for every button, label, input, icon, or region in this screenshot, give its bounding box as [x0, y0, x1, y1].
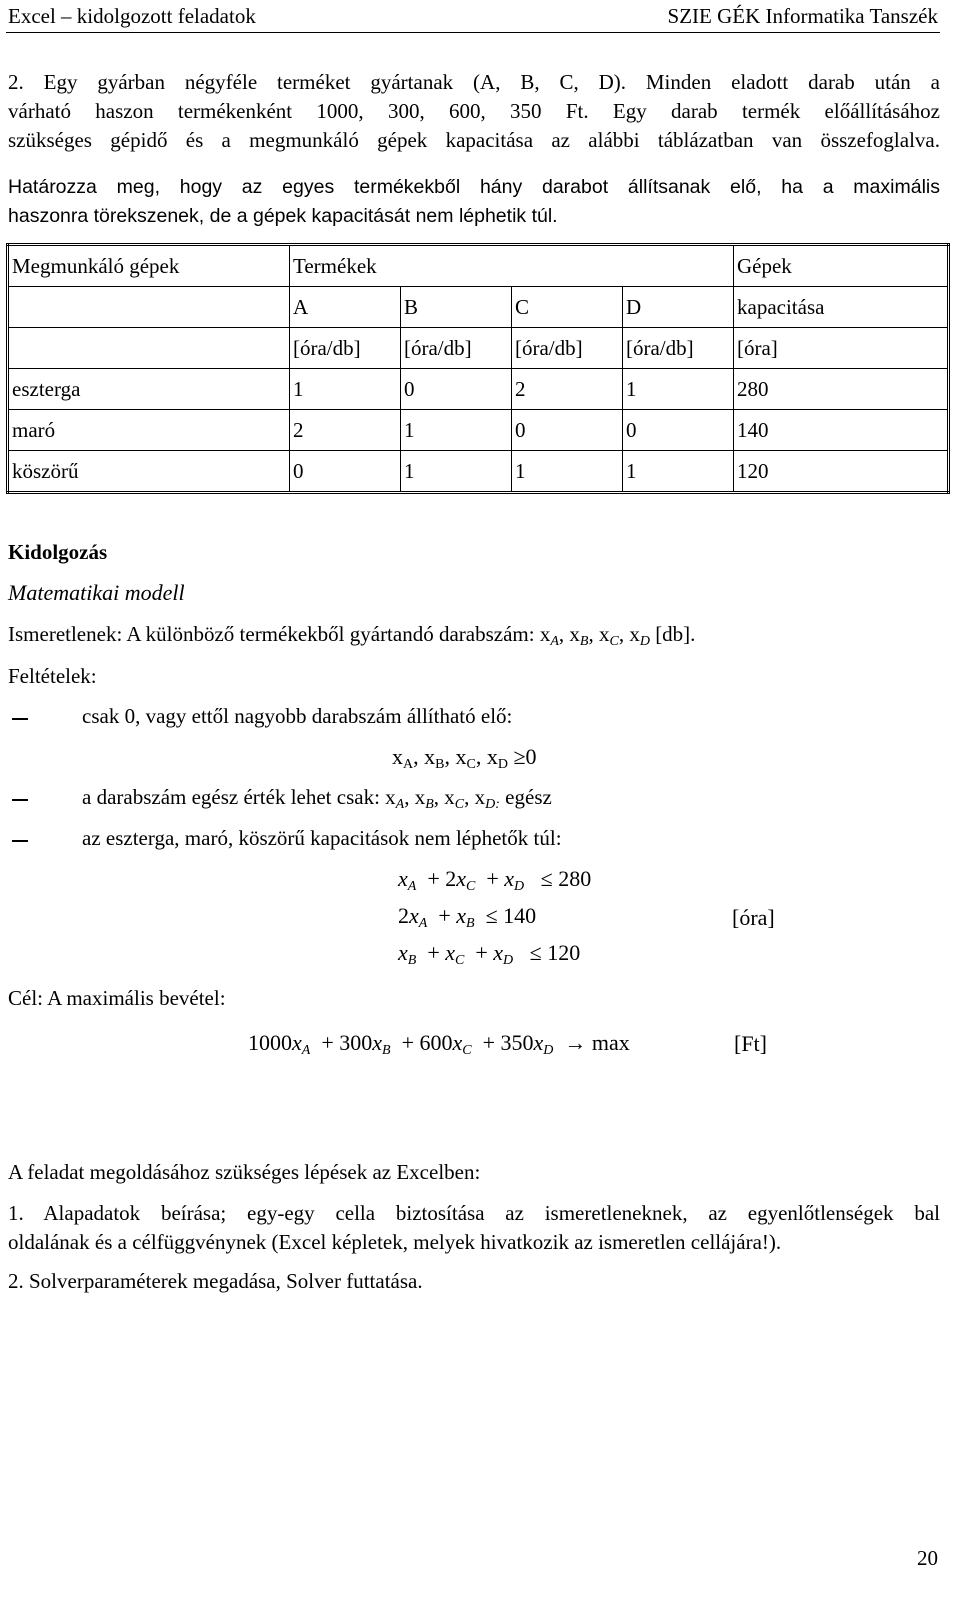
table-letters-row	[8, 287, 949, 328]
objective-coef-3: 600	[419, 1030, 453, 1055]
table-cell: 1	[623, 369, 734, 410]
table-cell: 2	[512, 369, 623, 410]
task-line-2: várható haszon termékenként 1000, 300, 600, 350 Ft. Egy darab termék előállításához	[8, 99, 940, 123]
inequality-2: $2x_A + x_B \le 140$	[398, 903, 537, 931]
table-cell: 0	[401, 369, 512, 410]
table-units-row	[8, 328, 949, 369]
steps-intro: A feladat megoldásához szükséges lépések az Excelben:	[8, 1160, 481, 1184]
goal-label: Cél: A maximális bevétel:	[8, 986, 226, 1010]
machine-name: eszterga	[8, 369, 290, 410]
task-line-3: szükséges gépidő és a megmunkáló gépek kapacitása az alábbi táblázatban van összefoglalva.	[8, 128, 940, 152]
table-row	[8, 369, 949, 410]
solution-subheading: Matematikai modell	[8, 580, 185, 605]
table-cell: 2	[290, 410, 401, 451]
header-capacity-1: Gépek	[734, 245, 949, 287]
table-cell: 1	[401, 451, 512, 493]
empty-cell	[8, 287, 290, 328]
objective-max: max	[591, 1030, 630, 1055]
page-number: 20	[917, 1546, 938, 1570]
table-cell: 0	[512, 410, 623, 451]
inequality-2-coef: 2	[398, 903, 409, 928]
header-capacity-2: kapacitása	[734, 287, 949, 328]
product-letter: C	[512, 287, 623, 328]
unit-cell: [óra/db]	[290, 328, 401, 369]
task-line-1: 2. Egy gyárban négyféle terméket gyártanak (A, B, C, D). Minden eladott darab után a	[8, 70, 940, 94]
bullet-dash	[12, 840, 28, 842]
machine-time-table	[6, 243, 950, 494]
bullet-dash	[12, 799, 28, 801]
header-left: Excel – kidolgozott feladatok	[8, 4, 256, 28]
inequality-1-rhs: 280	[558, 866, 592, 891]
product-letter: A	[290, 287, 401, 328]
step-1	[8, 1199, 940, 1257]
inequality-3: $x_B + x_C + x_D \le 120$	[398, 940, 581, 968]
unit-cell: [óra/db]	[512, 328, 623, 369]
table-cell: 1	[623, 451, 734, 493]
header-products: Termékek	[290, 245, 734, 287]
empty-cell	[8, 328, 290, 369]
unit-capacity-cell: [óra]	[734, 328, 949, 369]
step-1-line-2: oldalának és a célfüggvénynek (Excel képletek, melyek hivatkozik az ismeretlen cellájára!).	[8, 1230, 782, 1254]
condition-2	[82, 785, 552, 810]
table-cell: 1	[401, 410, 512, 451]
table-cell: 1	[290, 369, 401, 410]
product-letter: D	[623, 287, 734, 328]
header-divider	[6, 32, 940, 33]
objective-unit: [Ft]	[734, 1031, 767, 1056]
table-row	[8, 410, 949, 451]
inequality-2-rhs: 140	[503, 903, 537, 928]
header-machines: Megmunkáló gépek	[8, 245, 290, 287]
task-question	[8, 173, 940, 231]
table-cell: 0	[623, 410, 734, 451]
task-line-4: Határozza meg, hogy az egyes termékekből hány darabot állítsanak elő, ha a maximális	[8, 176, 940, 198]
machine-name: köszörű	[8, 451, 290, 493]
table-cell: 1	[512, 451, 623, 493]
condition-1: csak 0, vagy ettől nagyobb darabszám állítható elő:	[82, 704, 513, 728]
step-2: 2. Solverparaméterek megadása, Solver futtatása.	[8, 1269, 423, 1293]
condition-2-tail: egész	[505, 785, 552, 809]
table-row	[8, 451, 949, 493]
table-cell: 0	[290, 451, 401, 493]
inequality-unit: [óra]	[732, 905, 775, 930]
inequality-3-rhs: 120	[547, 940, 581, 965]
capacity-cell: 120	[734, 451, 949, 493]
condition-1-formula: $x_A$, $x_B$, $x_C$, $x_D \ge 0$	[392, 744, 537, 772]
unknowns-vars: $x_A$, $x_B$, $x_C$, $x_D$	[539, 622, 650, 649]
condition-3: az eszterga, maró, köszörű kapacitások nem léphetők túl:	[82, 826, 562, 850]
condition-1-formula-tail: 0	[525, 744, 537, 769]
condition-2-vars: $x_A$, $x_B$, $x_C$, $x_{D:}$	[385, 785, 500, 812]
unknowns-line	[8, 622, 695, 647]
capacity-cell: 280	[734, 369, 949, 410]
unknowns-text: Ismeretlenek: A különböző termékekből gyártandó darabszám:	[8, 622, 540, 646]
header-right: SZIE GÉK Informatika Tanszék	[667, 4, 938, 28]
objective-coef-4: 350	[500, 1030, 534, 1055]
capacity-cell: 140	[734, 410, 949, 451]
table-header-row	[8, 245, 949, 287]
machine-name: maró	[8, 410, 290, 451]
unknowns-unit: [db].	[655, 622, 696, 646]
step-1-line-1: 1. Alapadatok beírása; egy-egy cella biztosítása az ismeretleneknek, az egyenlőtlenségek bal	[8, 1201, 940, 1225]
solution-heading: Kidolgozás	[8, 540, 108, 564]
objective-coef-2: 300	[339, 1030, 373, 1055]
unit-cell: [óra/db]	[401, 328, 512, 369]
task-line-5: haszonra törekszenek, de a gépek kapacitását nem léphetik túl.	[8, 205, 558, 227]
condition-2-text: a darabszám egész érték lehet csak:	[82, 785, 386, 809]
product-letter: B	[401, 287, 512, 328]
task-paragraph	[8, 68, 940, 155]
objective-coef-1: 1000	[248, 1030, 292, 1055]
conditions-label: Feltételek:	[8, 664, 97, 688]
inequality-1: $x_A + 2x_C + x_D \le 280$	[398, 866, 592, 894]
unit-cell: [óra/db]	[623, 328, 734, 369]
objective-function: $1000x_A + 300x_B + 600x_C + 350x_D \to \max$	[248, 1030, 630, 1058]
bullet-dash	[12, 718, 28, 720]
